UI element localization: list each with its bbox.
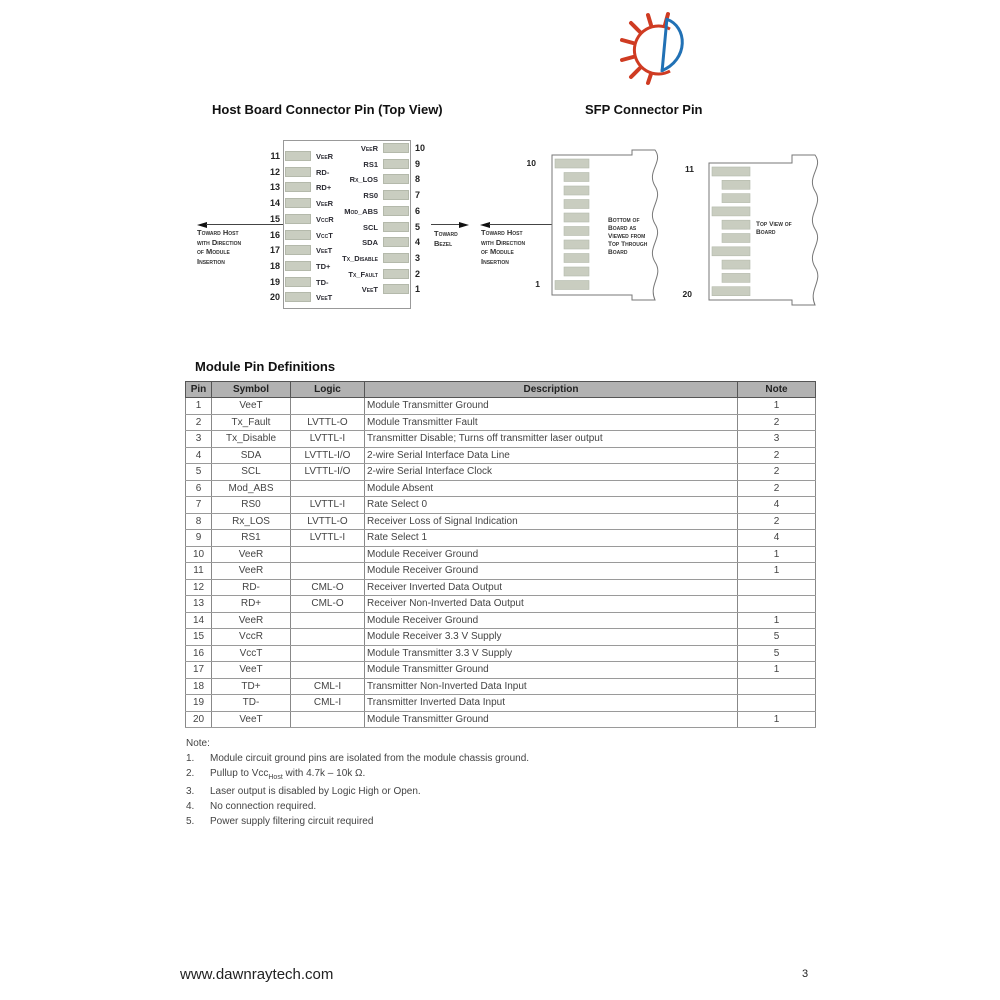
direction-label-line: Bezel [434,238,453,248]
note-number: 1. [186,752,195,764]
footer-url: www.dawnraytech.com [180,966,334,983]
table-cell: 13 [186,596,212,613]
table-cell: 3 [186,431,212,448]
footer-page-number: 3 [802,968,809,980]
table-cell: 2 [738,447,816,464]
table-cell: LVTTL-I [291,431,365,448]
direction-label-line: Toward Host [481,228,523,237]
direction-label-line: Insertion [197,256,225,266]
table-row [186,497,816,514]
direction-label-line: Insertion [481,256,509,266]
pin-number: 20 [269,292,280,303]
toward-host-label-2 [481,228,525,266]
table-cell: Rx_LOS [212,513,291,530]
pin-pad [383,284,409,294]
table-cell: Receiver Non-Inverted Data Output [365,596,738,613]
toward-bezel-arrow [459,222,469,228]
pin-number: 19 [269,276,280,287]
table-row [186,447,816,464]
pin-label: RS1 [363,159,378,169]
table-cell: 2 [186,414,212,431]
table-cell: SDA [212,447,291,464]
pin-number: 11 [270,151,280,161]
pin-number: 3 [415,252,421,263]
direction-label-line: of Module [481,247,514,256]
table-row [186,596,816,613]
column-header: Description [365,382,738,398]
table-cell: LVTTL-I/O [291,447,365,464]
note-text: Laser output is disabled by Logic High or Open. [210,786,421,798]
toward-host-label-1 [197,228,241,266]
sfp-bottom-caption: Bottom of Board as Viewed from Top Through Board [608,217,648,256]
table-cell [738,579,816,596]
table-cell: 1 [186,398,212,415]
table-row [186,464,816,481]
table-header [186,382,816,398]
column-header: Note [738,382,816,398]
table-cell: 2 [738,464,816,481]
table-cell: CML-O [291,579,365,596]
table-cell: 1 [738,398,816,415]
table-cell: 17 [186,662,212,679]
pin-pad [383,174,409,184]
table-cell: 9 [186,530,212,547]
host-pin-row-right [284,284,421,295]
table-cell: 2-wire Serial Interface Clock [365,464,738,481]
notes-section [186,737,529,830]
notes-label: Note: [186,738,210,749]
sfp-bottom-top-pin-number: 10 [526,158,536,168]
table-cell: 2-wire Serial Interface Data Line [365,447,738,464]
table-row [186,695,816,712]
pin-label: Tx_Disable [342,253,378,263]
host-diagram-title: Host Board Connector Pin (Top View) [212,102,443,117]
table-cell: LVTTL-I [291,530,365,547]
pin-label: VeeT [316,246,333,256]
sfp-top-caption: Top View of Board [756,221,792,236]
pin-pad [383,269,409,279]
note-text: Power supply filtering circuit required [210,815,374,827]
sfp-top-bottom-pin-number: 20 [682,289,692,299]
pin-definitions-table [185,381,816,728]
direction-label-line: Toward [434,229,458,238]
table-cell: VccT [212,645,291,662]
table-cell: Transmitter Disable; Turns off transmitter laser output [365,431,738,448]
host-pin-row-right [284,268,421,280]
pin-label: TD- [316,277,329,287]
note-number: 2. [186,767,195,779]
pin-label: VeeT [316,293,333,303]
table-cell: Rate Select 0 [365,497,738,514]
table-cell: Receiver Loss of Signal Indication [365,513,738,530]
table-cell: SCL [212,464,291,481]
table-cell: VeeR [212,546,291,563]
table-cell: CML-I [291,678,365,695]
pin-label: VeeT [361,285,378,295]
table-cell: 8 [186,513,212,530]
note-item [186,752,529,767]
table-cell: 5 [738,645,816,662]
pin-number: 13 [269,182,280,193]
table-cell: 10 [186,546,212,563]
note-item [186,800,529,815]
pin-number: 9 [415,158,421,169]
table-cell: Mod_ABS [212,480,291,497]
direction-label-line: with Direction [197,237,242,247]
table-row [186,431,816,448]
toward-bezel-label [434,229,458,248]
table-cell: CML-O [291,596,365,613]
pin-label: RD- [316,167,330,177]
pin-label: VccT [316,230,333,240]
table-row [186,678,816,695]
table-cell: 5 [738,629,816,646]
table-cell: LVTTL-O [291,513,365,530]
table-cell: 4 [738,530,816,547]
table-cell: LVTTL-I/O [291,464,365,481]
table-cell: 16 [186,645,212,662]
table-row [186,579,816,596]
pin-label: SDA [362,238,378,248]
pin-label: SCL [363,222,378,232]
pin-number: 10 [415,143,426,153]
note-text: No connection required. [210,801,317,813]
pin-number: 4 [415,237,421,248]
table-cell: 2 [738,513,816,530]
table-cell: VccR [212,629,291,646]
table-row [186,546,816,563]
table-cell [291,612,365,629]
table-title: Module Pin Definitions [195,359,336,374]
toward-bezel-arrow-line [431,224,459,225]
table-cell: Module Transmitter Fault [365,414,738,431]
pin-number: 14 [269,198,280,209]
table-cell: VeeT [212,711,291,728]
pin-pad [383,143,409,153]
table-cell: 4 [738,497,816,514]
pin-number: 17 [269,245,280,256]
table-cell: TD+ [212,678,291,695]
note-number: 3. [186,786,195,798]
host-pin-row-right [284,158,421,170]
pin-pad [383,159,409,169]
direction-label-line: of Module [197,247,230,256]
table-cell: 1 [738,563,816,580]
table-cell: 3 [738,431,816,448]
table-cell: 2 [738,480,816,497]
table-cell: 2 [738,414,816,431]
table-row [186,414,816,431]
pin-number: 7 [415,190,421,201]
table-cell: Module Transmitter 3.3 V Supply [365,645,738,662]
table-cell: LVTTL-O [291,414,365,431]
pin-label: VeeR [316,199,334,209]
pin-label: VccR [316,214,334,224]
table-row [186,398,816,415]
table-cell [738,678,816,695]
table-cell: Module Receiver Ground [365,612,738,629]
pin-label: VeeR [316,152,334,161]
note-number: 4. [186,801,195,813]
note-text: Pullup to Vcc$_{Host}$ with 4.7k – 10k Ω. [210,767,366,781]
pin-number: 2 [415,268,421,279]
pin-number: 18 [269,260,280,271]
table-cell [291,662,365,679]
table-row [186,612,816,629]
table-cell: 20 [186,711,212,728]
pin-pad [383,206,409,216]
note-item [186,767,529,786]
table-cell: 6 [186,480,212,497]
pin-label: TD+ [316,261,331,271]
pin-label: VeeR [360,144,378,153]
pin-number: 6 [415,205,421,216]
table-cell: 14 [186,612,212,629]
table-cell: VeeR [212,612,291,629]
table-cell: Module Receiver 3.3 V Supply [365,629,738,646]
table-cell: Module Receiver Ground [365,546,738,563]
table-cell: RD+ [212,596,291,613]
host-pin-row-right [284,190,421,201]
table-cell: 18 [186,678,212,695]
direction-label-line: with Direction [481,237,526,247]
sun-icon [612,8,872,88]
table-cell: LVTTL-I [291,497,365,514]
table-cell: Module Receiver Ground [365,563,738,580]
table-cell: 1 [738,612,816,629]
host-connector-outline [269,140,426,309]
table-cell [291,629,365,646]
table-row [186,530,816,547]
host-pin-row-right [284,252,421,264]
table-cell [738,596,816,613]
pin-label: Tx_Fault [348,269,378,279]
pin-label: RD+ [316,183,332,193]
pin-label: Rx_LOS [349,175,378,185]
column-header: Logic [291,382,365,398]
table-cell: RD- [212,579,291,596]
host-pin-row-right [284,237,421,248]
table-cell: 1 [738,546,816,563]
table-cell: 19 [186,695,212,712]
pin-number: 16 [269,229,280,240]
table-cell: Rate Select 1 [365,530,738,547]
table-cell: 11 [186,563,212,580]
sfp-diagram-title: SFP Connector Pin [585,102,703,117]
table-cell: Module Transmitter Ground [365,662,738,679]
table-row [186,645,816,662]
table-cell: VeeR [212,563,291,580]
table-cell: 4 [186,447,212,464]
toward-host-arrow-line-left [206,224,283,225]
table-cell: 1 [738,662,816,679]
table-cell: CML-I [291,695,365,712]
table-cell: Tx_Fault [212,414,291,431]
table-cell: 5 [186,464,212,481]
table-row [186,662,816,679]
table-cell: VeeT [212,398,291,415]
pin-number: 8 [415,174,421,185]
table-cell: 1 [738,711,816,728]
table-cell: 12 [186,579,212,596]
table-cell [291,645,365,662]
pin-number: 12 [269,166,280,177]
table-cell [291,711,365,728]
table-cell: RS0 [212,497,291,514]
table-cell: 7 [186,497,212,514]
pin-pad [383,190,409,200]
table-cell: Module Absent [365,480,738,497]
column-header: Pin [186,382,212,398]
pin-pad [383,253,409,263]
table-cell: Tx_Disable [212,431,291,448]
table-row [186,629,816,646]
table-cell [738,695,816,712]
host-pin-row-right [284,143,426,154]
column-header: Symbol [212,382,291,398]
table-cell [291,398,365,415]
direction-label-line: Toward Host [197,228,239,237]
host-pin-row-right [284,205,421,217]
table-row [186,513,816,530]
pin-pad [383,237,409,247]
table-cell: Module Transmitter Ground [365,711,738,728]
sfp-bottom-bottom-pin-number: 1 [535,279,540,289]
table-row [186,563,816,580]
pin-number: 5 [415,221,421,232]
table-cell: RS1 [212,530,291,547]
note-item [186,785,529,800]
pin-number: 15 [269,213,280,224]
table-cell: 15 [186,629,212,646]
host-pin-row-right [284,174,421,185]
pin-label: Mod_ABS [344,206,378,216]
table-row [186,711,816,728]
table-cell: Module Transmitter Ground [365,398,738,415]
note-number: 5. [186,815,195,827]
table-cell: VeeT [212,662,291,679]
host-pin-row-right [284,221,421,233]
table-cell: Transmitter Inverted Data Input [365,695,738,712]
table-row [186,480,816,497]
note-text: Module circuit ground pins are isolated from the module chassis ground. [210,752,530,764]
table-cell [291,546,365,563]
pin-number: 1 [415,284,421,295]
table-cell: TD- [212,695,291,712]
pin-label: RS0 [363,191,378,201]
table-cell: Transmitter Non-Inverted Data Input [365,678,738,695]
note-item [186,815,529,830]
sfp-top-top-pin-number: 11 [685,164,694,174]
table-cell [291,480,365,497]
table-cell: Receiver Inverted Data Output [365,579,738,596]
logo [612,8,872,88]
pin-pad [383,222,409,232]
table-cell [291,563,365,580]
